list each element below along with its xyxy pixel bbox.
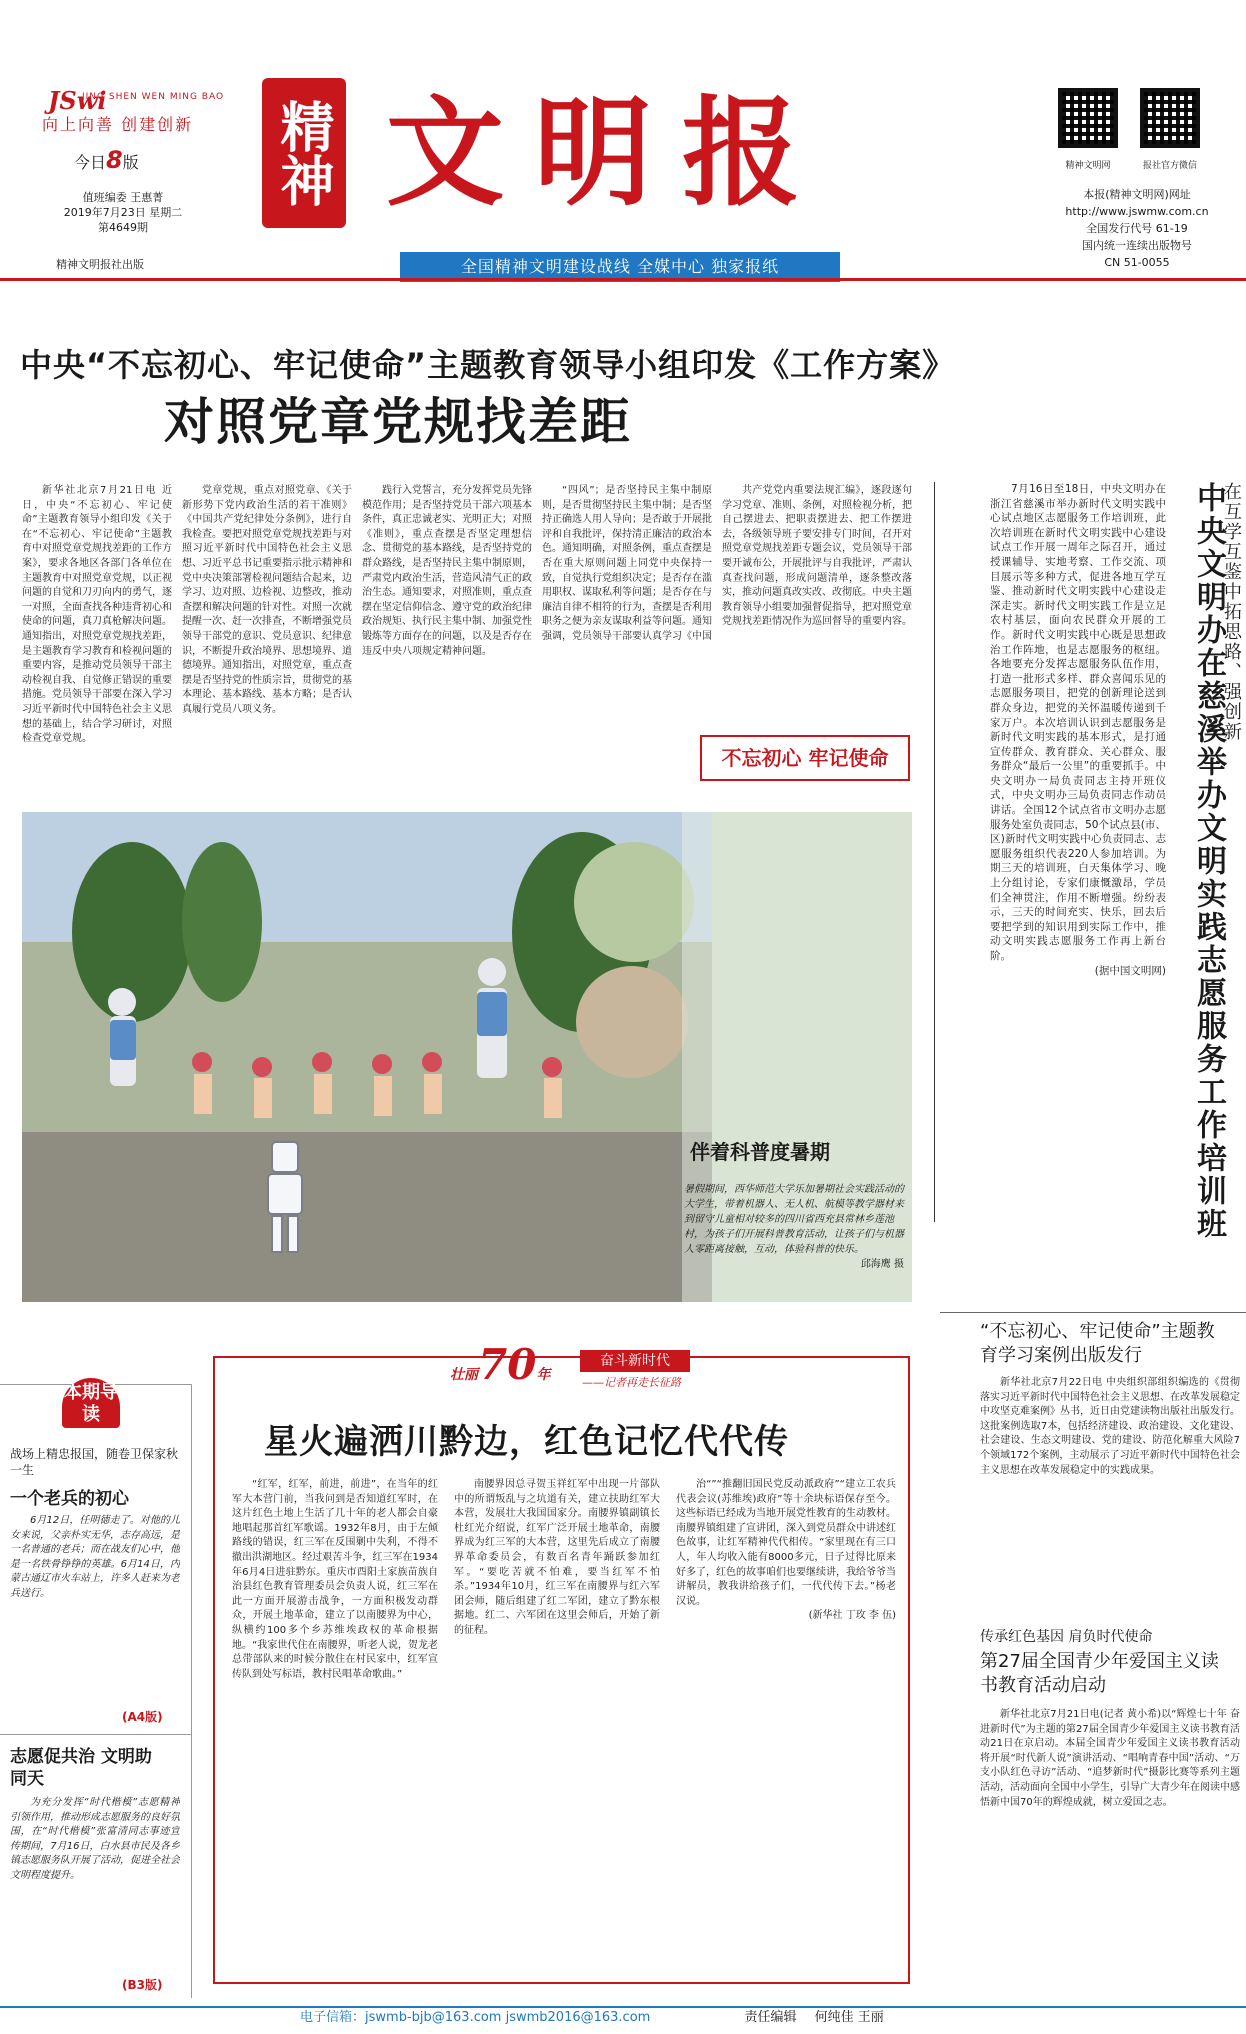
anniversary-column-3: 治“”“推翻旧国民党反动派政府”“建立工农兵代表会议(苏维埃)政府”等十余块标语保存至今。这些标语已经成为当地开展党性教育的生动教材。南腰界镇组建了宣讲团，深入到党员群众中讲述红色故事，让红军精神代代相传。“家里现在有三口人，年人均收入能有8000多元，日子过得比原来好多了，红色的故事咱们也要继续讲，我给爷爷当讲解员，教我讲给孩子们，一代代传下去。”杨老汉说。 (新华社 丁玫 李 伍): [676, 1479, 896, 1622]
lead-column-4: “四风”；是否坚持民主集中制原则，是否贯彻坚持民主集中制；是否坚持正确选人用人导向；是否敢于开展批评和自我批评，保持清正廉洁的政治本色。通知明确，对照条例，重点查摆是否在重大原则问题上同党中央保持一致，自觉执行党组织决定；是否存在滥用职权、谋取私利等问题；是否存在与廉洁自律不相符的行为，查摆是否利用职务之便为亲友谋取利益等问题。通知强调，党员领导干部要认真学习《中国: [542, 485, 712, 642]
today-pages: 今日8版: [74, 146, 139, 174]
slogan: 向上向善 创建创新: [42, 115, 194, 134]
guide-divider: [0, 1734, 192, 1735]
reading-news-body: 新华社北京7月21日电(记者 黄小希)以“辉煌七十年 奋进新时代”为主题的第27届全国青少年爱国主义读书教育活动21日在京启动。本届全国青少年爱国主义读书教育活动将开展“时代新人说”演讲活动、“唱响青春中国”活动、“万支小队红色寻访”活动、“追梦新时代”摄影比赛等系列主题活动，活动面向全国中小学生，引导广大青少年在阅读中感悟新中国70年的辉煌成就，树立爱国之志。: [980, 1709, 1240, 1808]
photo-caption: 暑假期间，西华师范大学乐加暑期社会实践活动的大学生，带着机器人、无人机、航模等教学器材来到留守儿童相对较多的四川省西充县常林乡莲池村，为孩子们开展科普教育活动，让孩子们与机器人零距离接触，互动，体验科普的快乐。 邱海鹰 摄: [684, 1184, 904, 1270]
qr1-label: 精神文明网: [1065, 161, 1111, 171]
guide-item-2-title[interactable]: 志愿促共治 文明助同天: [10, 1747, 152, 1789]
masthead-divider: [0, 278, 1246, 281]
lead-column-5: 共产党党内重要法规汇编》，逐段逐句学习党章、准则、条例，对照检视分析，把自己摆进去、把职责摆进去、把工作摆进去，各级领导班子要安排专门时间，召开对照党章党规找差距专题会议，党员领导干部要开诚布公，开展批评与自我批评，严肃认真查找问题，形成问题清单，逐条整改落实，推动问题真改实改、改彻底。中央主题教育领导小组要加强督促指导，把对照党章党规找差距情况作为巡回督导的重要内容。: [722, 485, 912, 628]
anniversary-logo: 壮丽70年: [450, 1340, 551, 1389]
reading-news-title: 第27届全国青少年爱国主义读书教育活动启动: [980, 1651, 1219, 1696]
book-news-body: 新华社北京7月22日电 中央组织部组织编选的《贯彻落实习近平新时代中国特色社会主义思想、在改革发展稳定中攻坚克难案例》丛书，近日由党建读物出版社出版发行。这批案例选取7本，包括经济建设、政治建设、文化建设、社会建设、生态文明建设、党的建设、防范化解重大风险7个领域172个案例，主动展示了习近平新时代中国特色社会主义思想在改革发展稳定中的实践成果。: [980, 1377, 1240, 1476]
anniversary-column-2: 南腰界因总寻贺玉祥红军中出现一片部队中的所谓叛乱与之坑道有关，建立扶助红军大本营，发展壮大我国国家分。南腰界镇副镇长杜红光介绍说，红军广泛开展土地革命，南腰界成为红三军的大本营，这里先后成立了南腰界革命委员会，有数百名青年踊跃参加红军。“要吃苦就不怕难，要当红军不怕杀。”1934年10月，红三军在南腰界与红六军团会师，随后组建了红二军团，建立了黔东根据地。红二、六军团在这里会师后，开始了新的征程。: [454, 1479, 660, 1636]
guide-item-1-page[interactable]: (A4版): [122, 1710, 163, 1724]
site-link[interactable]: http://www.jswmw.com.cn: [1065, 205, 1209, 218]
brand-logo: JSwi: [48, 86, 107, 115]
anniversary-column-1: “红军，红军，前进，前进”，在当年的红军大本营门前，当我问到是否知道红军时，在这片红色土地上生活了几十年的老人都会自豪地唱起那首红军歌谣。1932年8月，由于左倾路线的错误，红三军在反围剿中失利，不得不撤出洪湖地区。经过艰苦斗争，红三军在1934年6月4日进驻黔东。重庆市酉阳土家族苗族自治县红色教育管理委员会负责人说，红三军在此一方面开展游击战争，一方面积极发动群众，开展土地革命，建立了以南腰界为中心，纵横约100多个乡苏维埃政权的革命根据地。“我家世代住在南腰界，听老人说，贺龙老总带部队来的时候分散住在村民家中，红军宣传队到处写标语，教村民唱革命歌曲。”: [232, 1479, 438, 1680]
tagline-banner: 全国精神文明建设战线 全媒中心 独家报纸: [400, 252, 840, 282]
photo-title: 伴着科普度暑期: [690, 1140, 830, 1164]
lead-column-3: 践行入党誓言，充分发挥党员先锋模范作用；是否坚持党员干部六项基本条件，真正忠诚老实、光明正大；对照《准则》，重点查摆是否坚定理想信念、贯彻党的基本路线，是否坚持党的群众路线，是否坚持民主集中制原则，严肃党内政治生活，营造风清气正的政治生态。通知要求，对照准则，重点查摆在坚定信仰信念、遵守党的政治纪律政治规矩、执行民主集中制、加强党性锻炼等方面存在的问题，以及是否存在违反中央八项规定精神问题。: [362, 485, 532, 657]
theme-label-box: 不忘初心 牢记使命: [700, 735, 910, 781]
guide-item-1-body: 6月12日，任明德走了。对他的儿女来说，父亲朴实无华，志存高远，是一名普通的老兵；而在战友们心中，他是一名铁骨铮铮的英雄。6月14日，内蒙古通辽市火车站上，许多人赶来为老兵送行。: [10, 1515, 180, 1599]
reading-news-subtitle: 传承红色基因 肩负时代使命: [980, 1629, 1153, 1645]
feature-subtitle: 在互学互鉴中拓思路、强创新: [1221, 482, 1242, 742]
feature-title: 中央文明办在慈溪举办文明实践志愿服务工作培训班: [1191, 482, 1226, 1241]
qr-code-website[interactable]: [1058, 88, 1118, 148]
guide-badge: 本期导读: [62, 1378, 120, 1428]
guide-item-2-page[interactable]: (B3版): [122, 1978, 163, 1992]
feature-body: 7月16日至18日，中央文明办在浙江省慈溪市举办新时代文明实践中心试点地区志愿服务工作培训班，此次培训班在新时代文明实践中心建设试点工作开展一周年之际召开，通过授课辅导、实地考察、工作交流、项目展示等多种方式，促进各地互学互鉴、推动新时代文明实践中心建设走深走实。新时代文明实践工作是立足农村基层，面向农民群众开展的工作。新时代文明实践中心既是思想政治工作阵地，也是志愿服务的枢纽。各地要充分发挥志愿服务队伍作用，打造一批形式多样、群众喜闻乐见的志愿服务项目，把党的创新理论送到群众身边，把党的关怀温暖传递到千家万户。本次培训认识到志愿服务是新时代文明实践的基本形式，是打通宣传群众、教育群众、关心群众、服务群众“最后一公里”的重要抓手。中央文明办一局负责同志主持开班仪式，中央文明办三局负责同志作动员讲话。全国12个试点省市文明办志愿服务处室负责同志，50个试点县(市、区)新时代文明实践中心负责同志、志愿服务组织代表220人参加培训。为期三天的培训班，白天集体学习、晚上分组讨论，专家们康慨激昂，学员们全神贯注，作用不断增强。纷纷表示，三天的时间充实、快乐，回去后要把学到的知识用到实际工作中，推动文明实践志愿服务工作再上新台阶。 (据中国文明网): [990, 483, 1166, 977]
qr2-label: 报社官方微信: [1142, 161, 1197, 171]
publication-info: 本报(精神文明网)网址 http://www.jswmw.com.cn 全国发行代号 61-19 国内统一连续出版物号 CN 51-0055: [1052, 186, 1222, 271]
section-rule: [940, 1312, 1246, 1313]
footer: 电子信箱：jswmb-bjb@163.com jswmb2016@163.com 责任编辑 何纯佳 王丽: [0, 2006, 1246, 2026]
anniversary-title: 星火遍洒川黔边，红色记忆代代传: [264, 1422, 789, 1462]
lead-column-1: 新华社北京7月21日电 近日，中央“不忘初心、牢记使命”主题教育领导小组印发《关于在“不忘初心、牢记使命”主题教育中对照党章党规找差距的工作方案》，要求各地区各部门各单位在主题教育中对照党章党规，以正视问题的自觉和刀刃向内的勇气，逐一对照，全面查找各种违背初心和使命的问题，真刀真枪解决问题。通知指出，对照党章党规找差距，是主题教育学习教育和检视问题的重要内容，是推动党员领导干部主动检视自我、自觉修正错误的重要措施。党员领导干部要在深入学习习近平新时代中国特色社会主义思想的基础上，结合学习研讨，对照检查党章党规。: [22, 485, 172, 745]
guide-item-2-body: 为充分发挥“时代楷模”志愿精神引领作用，推动形成志愿服务的良好氛围，在“时代楷模”张富清同志事迹宣传期间，7月16日，白水县市民及各乡镇志愿服务队开展了活动，促进全社会文明程度提升。: [10, 1797, 180, 1881]
lead-column-2: 党章党规，重点对照党章、《关于新形势下党内政治生活的若干准则》《中国共产党纪律处分条例》，进行自我检查。要把对照党章党规找差距与对照习近平新时代中国特色社会主义思想、习近平总书记重要指示批示精神和党中央决策部署检视问题结合起来，边学习、边对照、边检视、边整改，推动查摆和解决问题的针对性。对照一次就提醒一次、赶一次排查，不断增强党员领导干部党的意识、党员意识、纪律意识，不断提升政治境界、思想境界、道德境界。通知指出，对照党章，重点查摆是否坚持党的性质宗旨，贯彻党的基本理论、基本路线、基本方略；是否认真履行党员八项义务。: [182, 485, 352, 715]
email-link[interactable]: jswmb-bjb@163.com jswmb2016@163.com: [365, 2010, 651, 2025]
masthead-seal: 精神: [262, 78, 346, 228]
anniversary-sub: ——记者再走长征路: [582, 1376, 681, 1389]
edition-info: 值班编委 王惠菁 2019年7月23日 星期二 第4649期: [63, 191, 183, 234]
guide-item-1-intro: 战场上精忠报国，随卷卫保家秋一生: [10, 1447, 179, 1477]
book-news-title: “不忘初心、牢记使命”主题教育学习案例出版发行: [980, 1321, 1215, 1366]
qr-code-wechat[interactable]: [1140, 88, 1200, 148]
lead-title: 对照党章党规找差距: [164, 392, 632, 451]
lead-subtitle: 中央“不忘初心、牢记使命”主题教育领导小组印发《工作方案》: [20, 346, 956, 384]
anniversary-tag: 奋斗新时代: [580, 1350, 690, 1372]
newspaper-title: 文明报: [386, 83, 831, 222]
column-divider: [934, 482, 935, 1222]
guide-item-1-title[interactable]: 一个老兵的初心: [10, 1489, 129, 1509]
brand-pinyin: JING SHEN WEN MING BAO: [82, 92, 225, 102]
publisher: 精神文明报社出版: [56, 258, 144, 271]
